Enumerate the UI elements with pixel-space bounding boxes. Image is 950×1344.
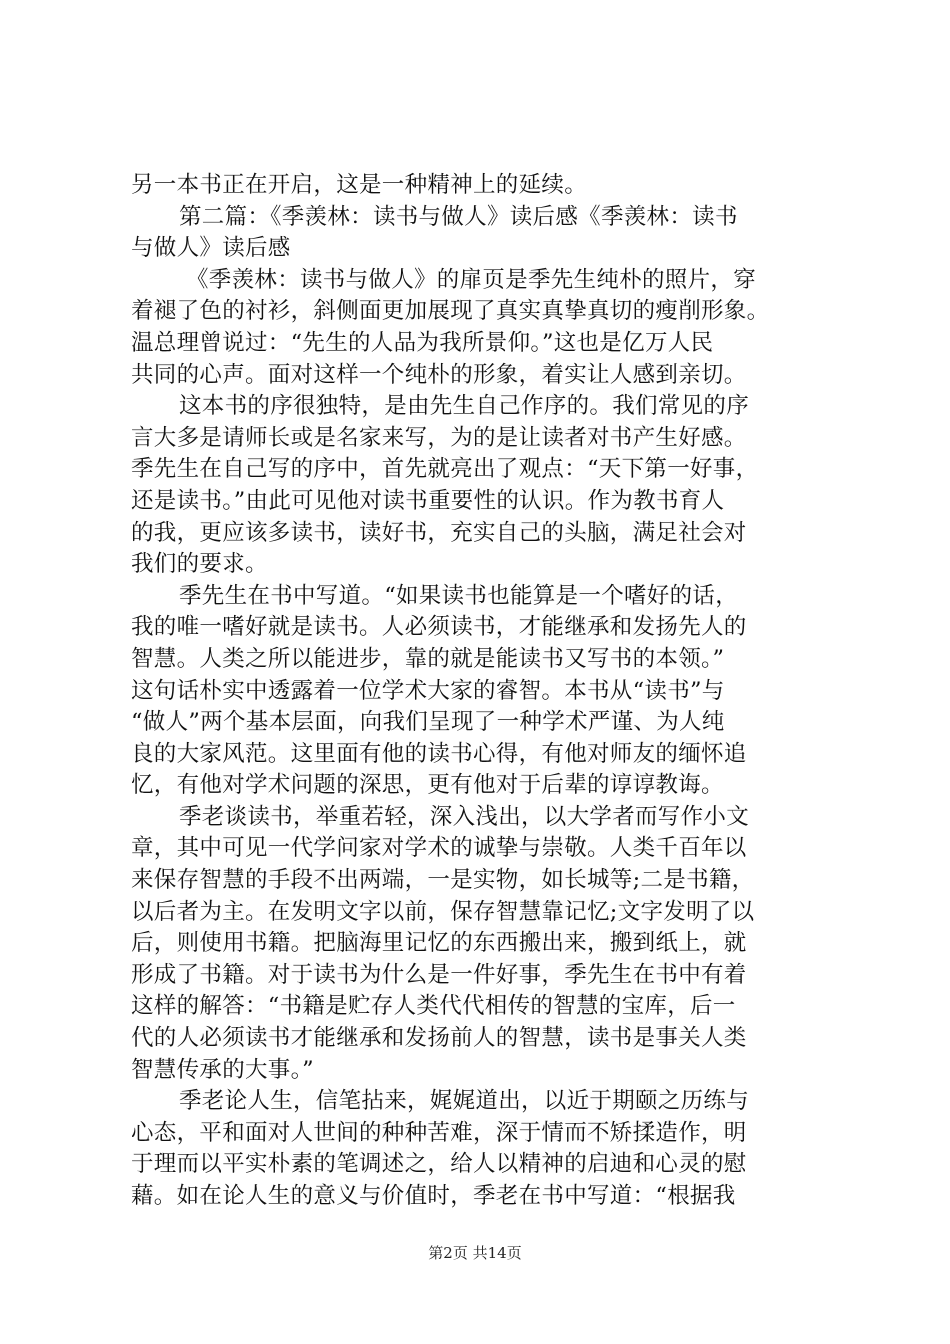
text-line: 良的大家风范。这里面有他的读书心得，有他对师友的缅怀追 xyxy=(131,740,747,767)
text-line: 温总理曾说过：“先生的人品为我所景仰。”这也是亿万人民 xyxy=(131,329,714,356)
text-line: 来保存智慧的手段不出两端，一是实物，如长城等;二是书籍， xyxy=(131,867,755,894)
text-line: 共同的心声。面对这样一个纯朴的形象，着实让人感到亲切。 xyxy=(131,361,747,388)
text-line: 忆，有他对学术问题的深思，更有他对于后辈的谆谆教诲。 xyxy=(131,772,724,799)
paragraph-start-line: 《季羡林：读书与做人》的扉页是季先生纯朴的照片，穿 xyxy=(186,266,757,293)
text-line: 我们的要求。 xyxy=(131,551,268,578)
text-line: 后，则使用书籍。把脑海里记忆的东西搬出来，搬到纸上，就 xyxy=(131,930,747,957)
section-heading-line: 与做人》读后感 xyxy=(131,235,291,262)
text-line: 心态，平和面对人世间的种种苦难，深于情而不矫揉造作，明 xyxy=(131,1119,747,1146)
text-line: 我的唯一嗜好就是读书。人必须读书，才能继承和发扬先人的 xyxy=(131,614,747,641)
section-heading-line: 第二篇：《季羡林：读书与做人》读后感《季羡林：读书 xyxy=(179,203,738,230)
text-line: 另一本书正在开启，这是一种精神上的延续。 xyxy=(131,172,588,198)
text-line: 智慧传承的大事。” xyxy=(131,1056,314,1083)
text-line: 智慧。人类之所以能进步，靠的就是能读书又写书的本领。” xyxy=(131,645,725,672)
text-line: “做人”两个基本层面，向我们呈现了一种学术严谨、为人纯 xyxy=(131,709,725,736)
text-line: 这样的解答：“书籍是贮存人类代代相传的智慧的宝库，后一 xyxy=(131,993,736,1020)
text-line: 以后者为主。在发明文字以前，保存智慧靠记忆;文字发明了以 xyxy=(131,898,755,925)
text-line: 藉。如在论人生的意义与价值时，季老在书中写道：“根据我 xyxy=(131,1183,736,1209)
page-number-footer: 第2页 共14页 xyxy=(428,1244,522,1262)
paragraph-start-line: 季先生在书中写道。“如果读书也能算是一个嗜好的话， xyxy=(179,582,739,609)
paragraph-start-line: 季老论人生，信笔拈来，娓娓道出，以近于期颐之历练与 xyxy=(179,1088,750,1115)
text-line: 这句话朴实中透露着一位学术大家的睿智。本书从“读书”与 xyxy=(131,677,725,704)
text-line: 言大多是请师长或是名家来写，为的是让读者对书产生好感。 xyxy=(131,424,747,451)
text-line: 形成了书籍。对于读书为什么是一件好事，季先生在书中有着 xyxy=(131,961,747,988)
text-line: 的我，更应该多读书，读好书，充实自己的头脑，满足社会对 xyxy=(131,519,747,546)
text-line: 章，其中可见一代学问家对学术的诚挚与崇敬。人类千百年以 xyxy=(131,835,747,862)
text-line: 季先生在自己写的序中，首先就亮出了观点：“天下第一好事， xyxy=(131,456,759,483)
text-line: 着褪了色的衬衫，斜侧面更加展现了真实真挚真切的瘦削形象。 xyxy=(131,298,770,325)
text-line: 代的人必须读书才能继承和发扬前人的智慧，读书是事关人类 xyxy=(131,1025,747,1052)
text-line: 还是读书。”由此可见他对读书重要性的认识。作为教书育人 xyxy=(131,487,725,514)
paragraph-start-line: 季老谈读书，举重若轻，深入浅出，以大学者而写作小文 xyxy=(179,803,750,830)
paragraph-start-line: 这本书的序很独特，是由先生自己作序的。我们常见的序 xyxy=(179,393,750,420)
document-body xyxy=(131,170,841,1213)
text-line: 于理而以平实朴素的笔调述之，给人以精神的启迪和心灵的慰 xyxy=(131,1151,747,1178)
